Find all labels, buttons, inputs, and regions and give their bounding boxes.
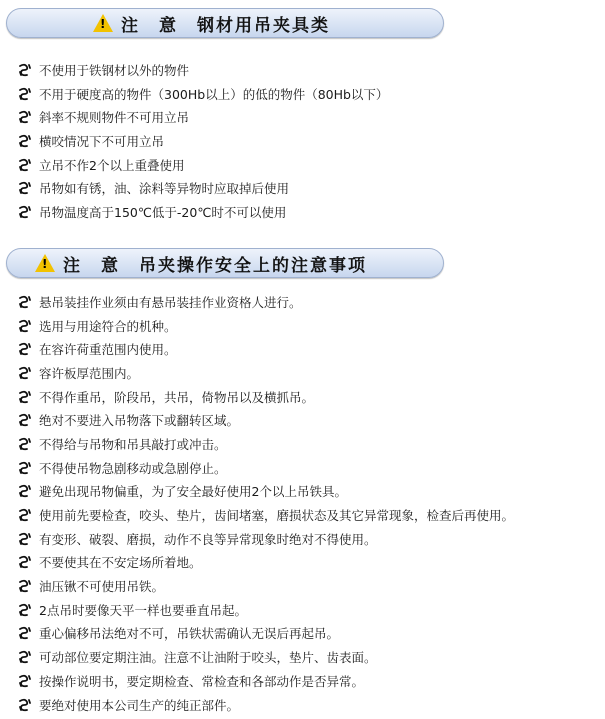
list-item: [18, 669, 514, 693]
section-banner: [6, 8, 444, 38]
list-item: [18, 385, 514, 409]
warning-triangle-icon: [35, 254, 55, 272]
notice-list: [18, 290, 514, 716]
section-banner: [6, 248, 444, 278]
swirl-bullet-icon: [18, 295, 32, 309]
list-item: [18, 408, 514, 432]
list-item: [18, 290, 514, 314]
list-item: [18, 105, 388, 129]
list-item: [18, 480, 514, 504]
swirl-bullet-icon: [18, 63, 32, 77]
list-item: [18, 314, 514, 338]
swirl-bullet-icon: [18, 87, 32, 101]
item-text: 斜率不规则物件不可用立吊: [39, 110, 190, 126]
list-item: [18, 337, 514, 361]
warning-triangle-icon: [93, 14, 113, 32]
swirl-bullet-icon: [18, 555, 32, 569]
swirl-bullet-icon: [18, 626, 32, 640]
item-text: 油压锹不可使用吊铁。: [39, 579, 165, 595]
item-text: 不得给与吊物和吊具敲打或冲击。: [39, 436, 227, 452]
list-item: [18, 693, 514, 717]
item-text: 避免出现吊物偏重，为了安全最好使用2个以上吊铁具。: [39, 484, 347, 500]
list-item: [18, 361, 514, 385]
item-text: 2点吊时要像天平一样也要垂直吊起。: [39, 602, 247, 618]
swirl-bullet-icon: [18, 461, 32, 475]
swirl-bullet-icon: [18, 366, 32, 380]
item-text: 绝对不要进入吊物落下或翻转区域。: [39, 413, 240, 429]
swirl-bullet-icon: [18, 650, 32, 664]
swirl-bullet-icon: [18, 698, 32, 712]
section-title: 注 意 钢材用吊夹具类: [121, 15, 330, 36]
list-item: [18, 574, 514, 598]
swirl-bullet-icon: [18, 437, 32, 451]
list-item: [18, 432, 514, 456]
list-item: [18, 645, 514, 669]
list-item: [18, 622, 514, 646]
item-text: 要绝对使用本公司生产的纯正部件。: [39, 697, 240, 713]
swirl-bullet-icon: [18, 319, 32, 333]
item-text: 容许板厚范围内。: [39, 365, 140, 381]
swirl-bullet-icon: [18, 158, 32, 172]
item-text: 吊物如有锈，油、涂料等异物时应取掉后使用: [39, 181, 290, 197]
item-text: 有变形、破裂、磨损，动作不良等异常现象时绝对不得使用。: [39, 531, 377, 547]
swirl-bullet-icon: [18, 181, 32, 195]
section-title: 注 意 吊夹操作安全上的注意事项: [63, 255, 367, 276]
swirl-bullet-icon: [18, 413, 32, 427]
item-text: 不使用于铁钢材以外的物件: [39, 62, 190, 78]
swirl-bullet-icon: [18, 205, 32, 219]
swirl-bullet-icon: [18, 484, 32, 498]
swirl-bullet-icon: [18, 110, 32, 124]
list-item: [18, 551, 514, 575]
item-text: 可动部位要定期注油。注意不让油附于咬头，垫片、齿表面。: [39, 650, 377, 666]
swirl-bullet-icon: [18, 342, 32, 356]
swirl-bullet-icon: [18, 134, 32, 148]
swirl-bullet-icon: [18, 603, 32, 617]
item-text: 吊物温度高于150℃低于-20℃时不可以使用: [39, 204, 287, 220]
list-item: [18, 129, 388, 153]
swirl-bullet-icon: [18, 390, 32, 404]
swirl-bullet-icon: [18, 508, 32, 522]
notice-list: [18, 58, 388, 224]
swirl-bullet-icon: [18, 579, 32, 593]
item-text: 按操作说明书，要定期检查、常检查和各部动作是否异常。: [39, 673, 365, 689]
item-text: 不用于硬度高的物件（300Hb以上）的低的物件（80Hb以下）: [39, 86, 389, 102]
item-text: 立吊不作2个以上重叠使用: [39, 157, 185, 173]
swirl-bullet-icon: [18, 674, 32, 688]
item-text: 横咬情况下不可用立吊: [39, 133, 165, 149]
list-item: [18, 527, 514, 551]
swirl-bullet-icon: [18, 532, 32, 546]
list-item: [18, 456, 514, 480]
list-item: [18, 153, 388, 177]
item-text: 重心偏移吊法绝对不可，吊铁状需确认无误后再起吊。: [39, 626, 340, 642]
item-text: 使用前先要检查，咬头、垫片，齿间堵塞，磨损状态及其它异常现象，检查后再使用。: [39, 508, 515, 524]
item-text: 选用与用途符合的机种。: [39, 318, 177, 334]
item-text: 在容许荷重范围内使用。: [39, 342, 177, 358]
list-item: [18, 176, 388, 200]
item-text: 不要使其在不安定场所着地。: [39, 555, 202, 571]
item-text: 不得作重吊，阶段吊，共吊，倚物吊以及横抓吊。: [39, 389, 315, 405]
list-item: [18, 82, 388, 106]
item-text: 悬吊装挂作业须由有悬吊装挂作业资格人进行。: [39, 294, 302, 310]
list-item: [18, 598, 514, 622]
item-text: 不得使吊物急剧移动或急剧停止。: [39, 460, 227, 476]
list-item: [18, 58, 388, 82]
list-item: [18, 200, 388, 224]
list-item: [18, 503, 514, 527]
